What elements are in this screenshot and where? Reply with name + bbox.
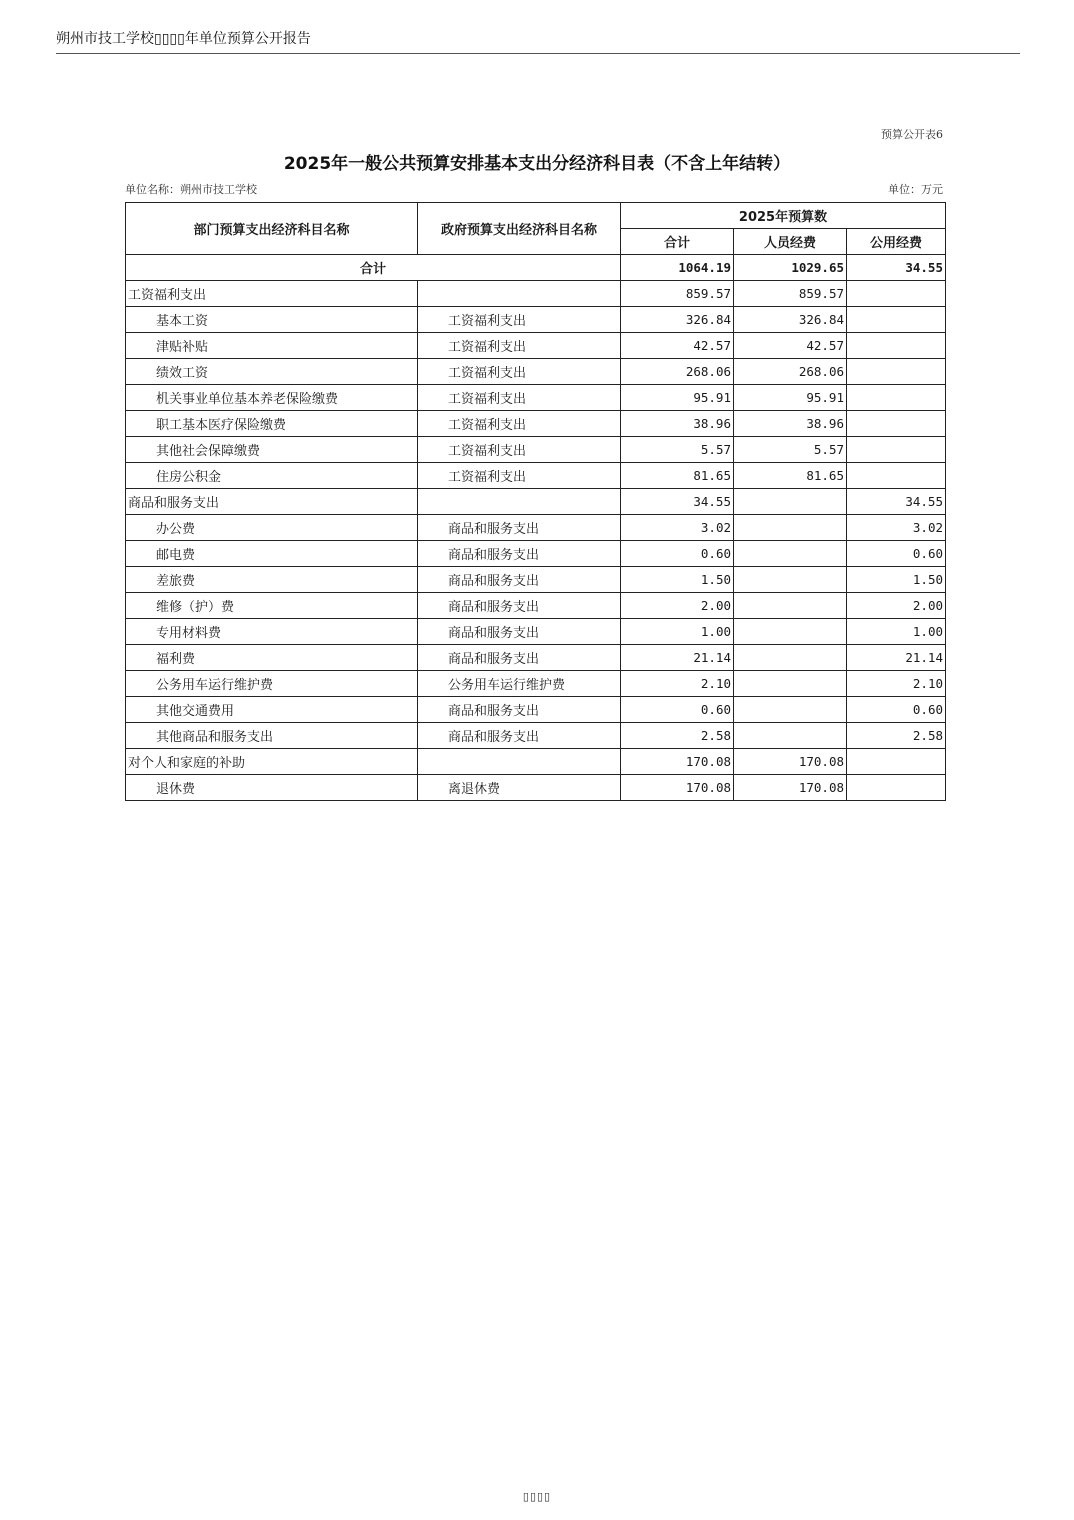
- table-row: [126, 489, 946, 515]
- public-cell: [847, 749, 946, 775]
- total-cell: 81.65: [621, 463, 734, 489]
- table-row: [126, 541, 946, 567]
- total-personnel: 1029.65: [734, 255, 847, 281]
- dept-subject-cell: 邮电费: [126, 541, 418, 567]
- col-header-public: 公用经费: [847, 229, 946, 255]
- dept-subject-cell: 差旅费: [126, 567, 418, 593]
- personnel-cell: [734, 723, 847, 749]
- personnel-cell: 95.91: [734, 385, 847, 411]
- table-row: [126, 697, 946, 723]
- public-cell: 1.50: [847, 567, 946, 593]
- budget-table: [125, 202, 946, 801]
- gov-subject-cell: 工资福利支出: [418, 307, 621, 333]
- personnel-cell: [734, 515, 847, 541]
- dept-subject-cell: 福利费: [126, 645, 418, 671]
- unit-label: 单位：万元: [888, 183, 943, 196]
- total-cell: 1.50: [621, 567, 734, 593]
- personnel-cell: 170.08: [734, 775, 847, 801]
- total-public: 34.55: [847, 255, 946, 281]
- gov-subject-cell: 商品和服务支出: [418, 567, 621, 593]
- dept-subject-cell: 其他社会保障缴费: [126, 437, 418, 463]
- gov-subject-cell: 商品和服务支出: [418, 515, 621, 541]
- table-row: [126, 723, 946, 749]
- gov-subject-cell: 商品和服务支出: [418, 645, 621, 671]
- personnel-cell: [734, 671, 847, 697]
- table-row: [126, 437, 946, 463]
- public-cell: [847, 775, 946, 801]
- personnel-cell: 170.08: [734, 749, 847, 775]
- dept-subject-cell: 津贴补贴: [126, 333, 418, 359]
- total-cell: 170.08: [621, 775, 734, 801]
- total-cell: 42.57: [621, 333, 734, 359]
- public-cell: 34.55: [847, 489, 946, 515]
- page-header: 朔州市技工学校▯▯▯▯年单位预算公开报告: [56, 31, 311, 47]
- gov-subject-cell: [418, 489, 621, 515]
- gov-subject-cell: 商品和服务支出: [418, 697, 621, 723]
- dept-subject-cell: 工资福利支出: [126, 281, 418, 307]
- personnel-cell: [734, 567, 847, 593]
- gov-subject-cell: 工资福利支出: [418, 359, 621, 385]
- dept-subject-cell: 退休费: [126, 775, 418, 801]
- table-title: 2025年一般公共预算安排基本支出分经济科目表（不含上年结转）: [283, 154, 791, 174]
- col-header-dept-subject: 部门预算支出经济科目名称: [126, 203, 418, 255]
- dept-subject-cell: 对个人和家庭的补助: [126, 749, 418, 775]
- dept-subject-cell: 机关事业单位基本养老保险缴费: [126, 385, 418, 411]
- public-cell: [847, 307, 946, 333]
- page-number: ▯▯▯▯: [522, 1490, 552, 1503]
- total-cell: 170.08: [621, 749, 734, 775]
- dept-subject-cell: 基本工资: [126, 307, 418, 333]
- total-amount: 1064.19: [621, 255, 734, 281]
- gov-subject-cell: [418, 749, 621, 775]
- total-cell: 1.00: [621, 619, 734, 645]
- dept-subject-cell: 办公费: [126, 515, 418, 541]
- table-row: [126, 749, 946, 775]
- gov-subject-cell: 公务用车运行维护费: [418, 671, 621, 697]
- total-cell: 268.06: [621, 359, 734, 385]
- gov-subject-cell: 离退休费: [418, 775, 621, 801]
- table-row: [126, 515, 946, 541]
- dept-subject-cell: 商品和服务支出: [126, 489, 418, 515]
- table-row: [126, 775, 946, 801]
- gov-subject-cell: 工资福利支出: [418, 463, 621, 489]
- gov-subject-cell: 商品和服务支出: [418, 619, 621, 645]
- personnel-cell: [734, 541, 847, 567]
- total-cell: 3.02: [621, 515, 734, 541]
- col-header-total: 合计: [621, 229, 734, 255]
- public-cell: 2.10: [847, 671, 946, 697]
- table-row: [126, 307, 946, 333]
- dept-subject-cell: 其他商品和服务支出: [126, 723, 418, 749]
- gov-subject-cell: 商品和服务支出: [418, 593, 621, 619]
- col-header-gov-subject: 政府预算支出经济科目名称: [418, 203, 621, 255]
- public-cell: [847, 359, 946, 385]
- table-row: [126, 671, 946, 697]
- gov-subject-cell: 工资福利支出: [418, 333, 621, 359]
- gov-subject-cell: 工资福利支出: [418, 437, 621, 463]
- total-cell: 34.55: [621, 489, 734, 515]
- personnel-cell: [734, 645, 847, 671]
- table-row: [126, 385, 946, 411]
- total-cell: 0.60: [621, 697, 734, 723]
- personnel-cell: [734, 619, 847, 645]
- col-header-budget-group: 2025年预算数: [621, 203, 946, 229]
- gov-subject-cell: 工资福利支出: [418, 385, 621, 411]
- public-cell: 2.58: [847, 723, 946, 749]
- dept-subject-cell: 专用材料费: [126, 619, 418, 645]
- public-cell: [847, 463, 946, 489]
- dept-subject-cell: 住房公积金: [126, 463, 418, 489]
- personnel-cell: 42.57: [734, 333, 847, 359]
- table-row: [126, 463, 946, 489]
- public-cell: [847, 437, 946, 463]
- dept-subject-cell: 绩效工资: [126, 359, 418, 385]
- total-cell: 38.96: [621, 411, 734, 437]
- dept-subject-cell: 维修（护）费: [126, 593, 418, 619]
- table-row: [126, 593, 946, 619]
- unit-name: 单位名称：朔州市技工学校: [125, 183, 257, 196]
- table-row: [126, 411, 946, 437]
- total-label: 合计: [126, 255, 621, 281]
- header-divider: [56, 53, 1020, 54]
- personnel-cell: 5.57: [734, 437, 847, 463]
- total-cell: 0.60: [621, 541, 734, 567]
- public-cell: [847, 385, 946, 411]
- public-cell: [847, 281, 946, 307]
- table-row: [126, 333, 946, 359]
- dept-subject-cell: 其他交通费用: [126, 697, 418, 723]
- personnel-cell: [734, 697, 847, 723]
- total-cell: 859.57: [621, 281, 734, 307]
- gov-subject-cell: 工资福利支出: [418, 411, 621, 437]
- total-cell: 2.00: [621, 593, 734, 619]
- table-row: [126, 619, 946, 645]
- total-cell: 2.10: [621, 671, 734, 697]
- personnel-cell: 268.06: [734, 359, 847, 385]
- table-id: 预算公开表6: [881, 128, 943, 141]
- public-cell: 1.00: [847, 619, 946, 645]
- personnel-cell: [734, 593, 847, 619]
- public-cell: [847, 411, 946, 437]
- personnel-cell: 81.65: [734, 463, 847, 489]
- personnel-cell: 859.57: [734, 281, 847, 307]
- dept-subject-cell: 职工基本医疗保险缴费: [126, 411, 418, 437]
- table-row: [126, 281, 946, 307]
- total-cell: 326.84: [621, 307, 734, 333]
- gov-subject-cell: 商品和服务支出: [418, 541, 621, 567]
- public-cell: 0.60: [847, 697, 946, 723]
- personnel-cell: 38.96: [734, 411, 847, 437]
- total-cell: 5.57: [621, 437, 734, 463]
- total-row: [126, 255, 946, 281]
- table-row: [126, 645, 946, 671]
- table-row: [126, 359, 946, 385]
- gov-subject-cell: [418, 281, 621, 307]
- personnel-cell: [734, 489, 847, 515]
- total-cell: 21.14: [621, 645, 734, 671]
- gov-subject-cell: 商品和服务支出: [418, 723, 621, 749]
- dept-subject-cell: 公务用车运行维护费: [126, 671, 418, 697]
- total-cell: 95.91: [621, 385, 734, 411]
- col-header-personnel: 人员经费: [734, 229, 847, 255]
- public-cell: 2.00: [847, 593, 946, 619]
- public-cell: 0.60: [847, 541, 946, 567]
- table-row: [126, 567, 946, 593]
- public-cell: 21.14: [847, 645, 946, 671]
- total-cell: 2.58: [621, 723, 734, 749]
- public-cell: [847, 333, 946, 359]
- public-cell: 3.02: [847, 515, 946, 541]
- personnel-cell: 326.84: [734, 307, 847, 333]
